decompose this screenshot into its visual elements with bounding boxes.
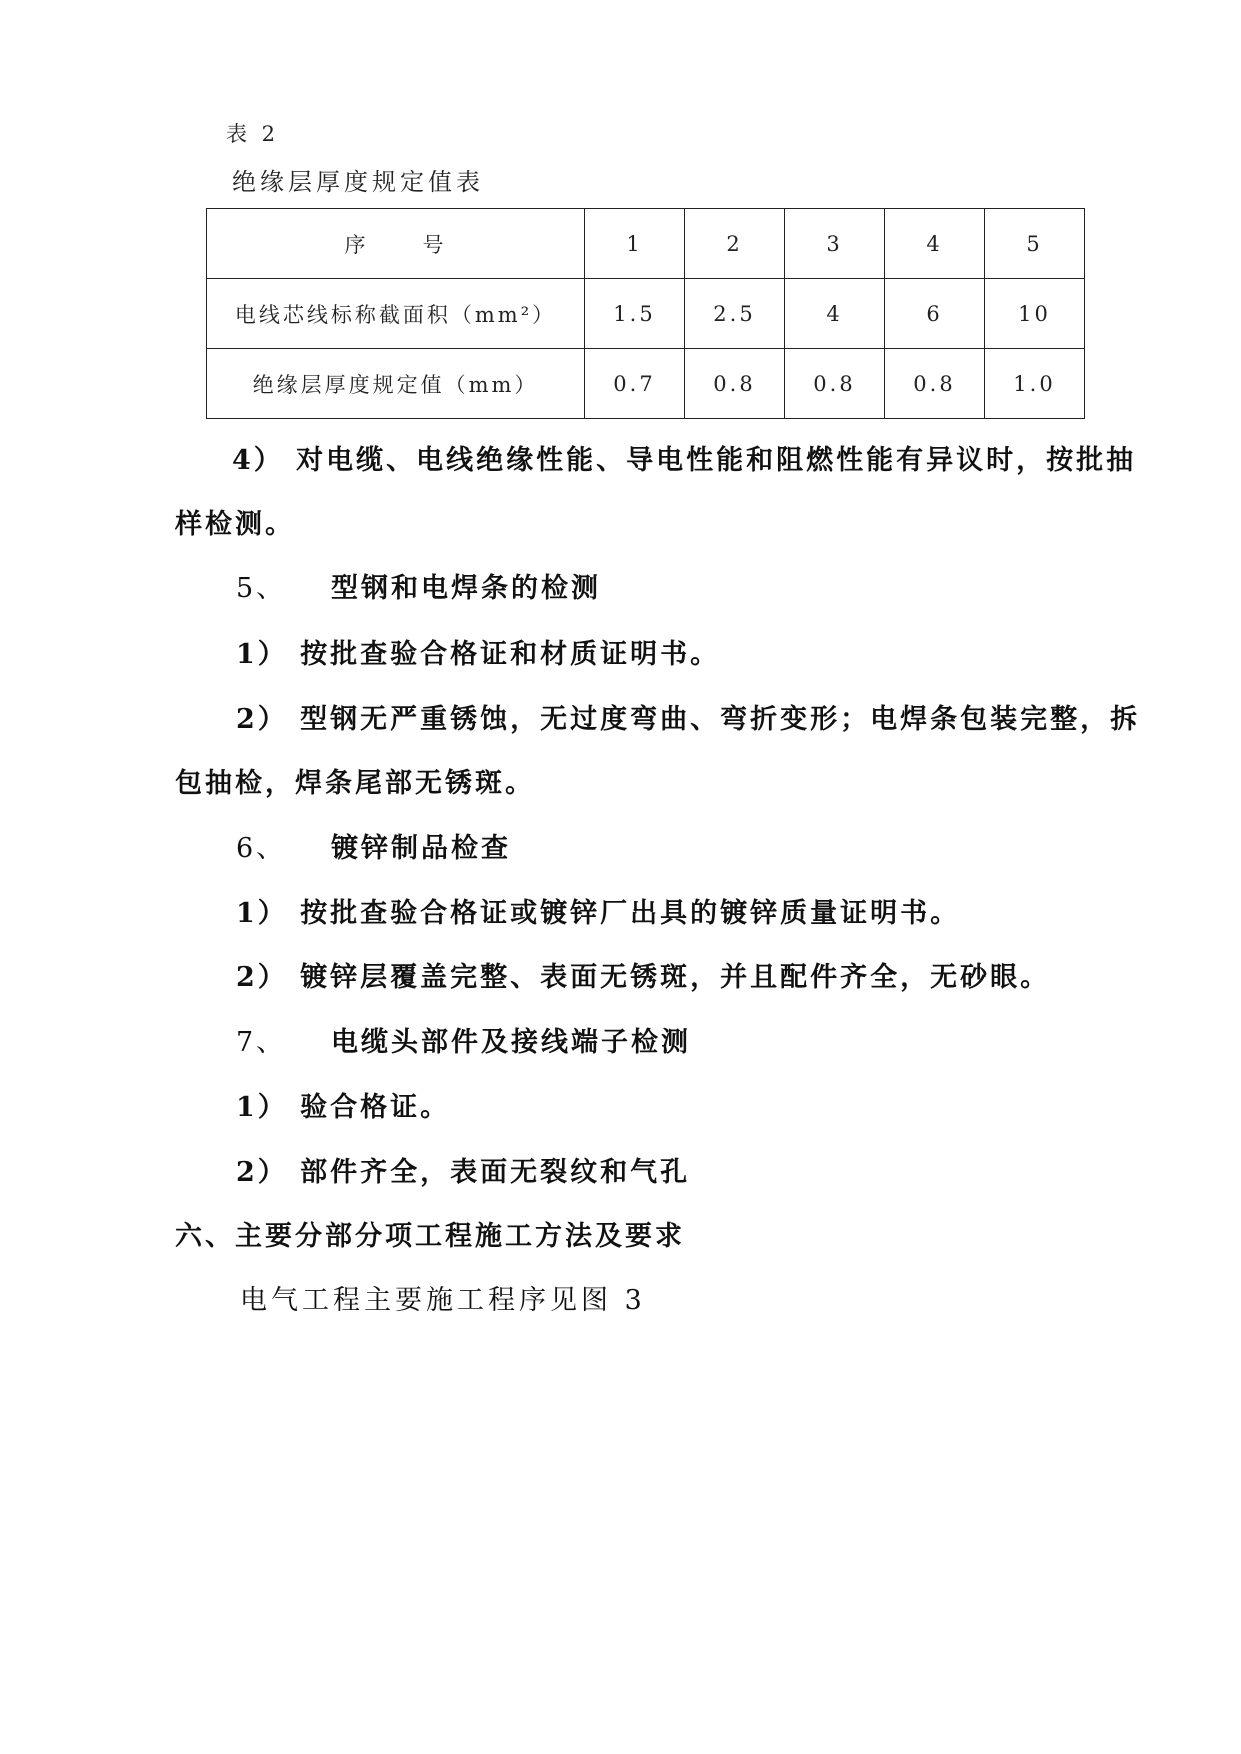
- table-cell: 1.5: [585, 279, 685, 349]
- section-5-item-2-line2: 包抽检，焊条尾部无锈斑。: [175, 768, 535, 799]
- table-title: 绝缘层厚度规定值表: [232, 168, 484, 196]
- chapter-6-heading: 六、主要分部分项工程施工方法及要求: [175, 1221, 685, 1252]
- table-row-thickness: [207, 349, 1085, 419]
- table-header-cell: 5: [985, 209, 1085, 279]
- table-cell: 2.5: [685, 279, 785, 349]
- table-header-row: [207, 209, 1085, 279]
- table-header-label: 序 号: [207, 209, 585, 279]
- paragraph-4-line1: 4） 对电缆、电线绝缘性能、导电性能和阻燃性能有异议时，按批抽: [232, 445, 1137, 476]
- section-6-item-2: 2） 镀锌层覆盖完整、表面无锈斑，并且配件齐全，无砂眼。: [236, 962, 1051, 993]
- chapter-6-note: 电气工程主要施工程序见图 3: [240, 1285, 646, 1316]
- section-5-item-1: 1） 按批查验合格证和材质证明书。: [236, 639, 721, 670]
- section-7-item-2: 2） 部件齐全，表面无裂纹和气孔: [236, 1157, 691, 1188]
- section-5-number: 5、: [236, 573, 287, 604]
- table-row-label: 绝缘层厚度规定值（mm）: [207, 349, 585, 419]
- section-6-item-1: 1） 按批查验合格证或镀锌厂出具的镀锌质量证明书。: [236, 898, 961, 929]
- table-label: 表 2: [226, 122, 280, 146]
- table-header-cell: 4: [885, 209, 985, 279]
- section-5-title: 型钢和电焊条的检测: [331, 573, 601, 604]
- section-5-item-2-line1: 2） 型钢无严重锈蚀，无过度弯曲、弯折变形；电焊条包装完整，拆: [236, 704, 1141, 735]
- table-header-cell: 3: [785, 209, 885, 279]
- section-6-title: 镀锌制品检查: [331, 833, 511, 864]
- section-6-heading: [236, 826, 511, 865]
- table-cell: 4: [785, 279, 885, 349]
- table-cell: 0.7: [585, 349, 685, 419]
- paragraph-4-line2: 样检测。: [175, 509, 295, 540]
- table-row-cross-section: [207, 279, 1085, 349]
- table-header-cell: 2: [685, 209, 785, 279]
- table-row-label: 电线芯线标称截面积（mm²）: [207, 279, 585, 349]
- section-7-number: 7、: [236, 1027, 287, 1058]
- table-cell: 0.8: [885, 349, 985, 419]
- section-7-item-1: 1） 验合格证。: [236, 1092, 451, 1123]
- section-5-heading: [236, 566, 601, 605]
- insulation-thickness-table: [206, 208, 1085, 419]
- table-header-cell: 1: [585, 209, 685, 279]
- section-7-title: 电缆头部件及接线端子检测: [331, 1027, 691, 1058]
- table-cell: 10: [985, 279, 1085, 349]
- table-cell: 6: [885, 279, 985, 349]
- table-cell: 0.8: [685, 349, 785, 419]
- section-7-heading: [236, 1020, 691, 1059]
- table-cell: 0.8: [785, 349, 885, 419]
- table-cell: 1.0: [985, 349, 1085, 419]
- section-6-number: 6、: [236, 833, 287, 864]
